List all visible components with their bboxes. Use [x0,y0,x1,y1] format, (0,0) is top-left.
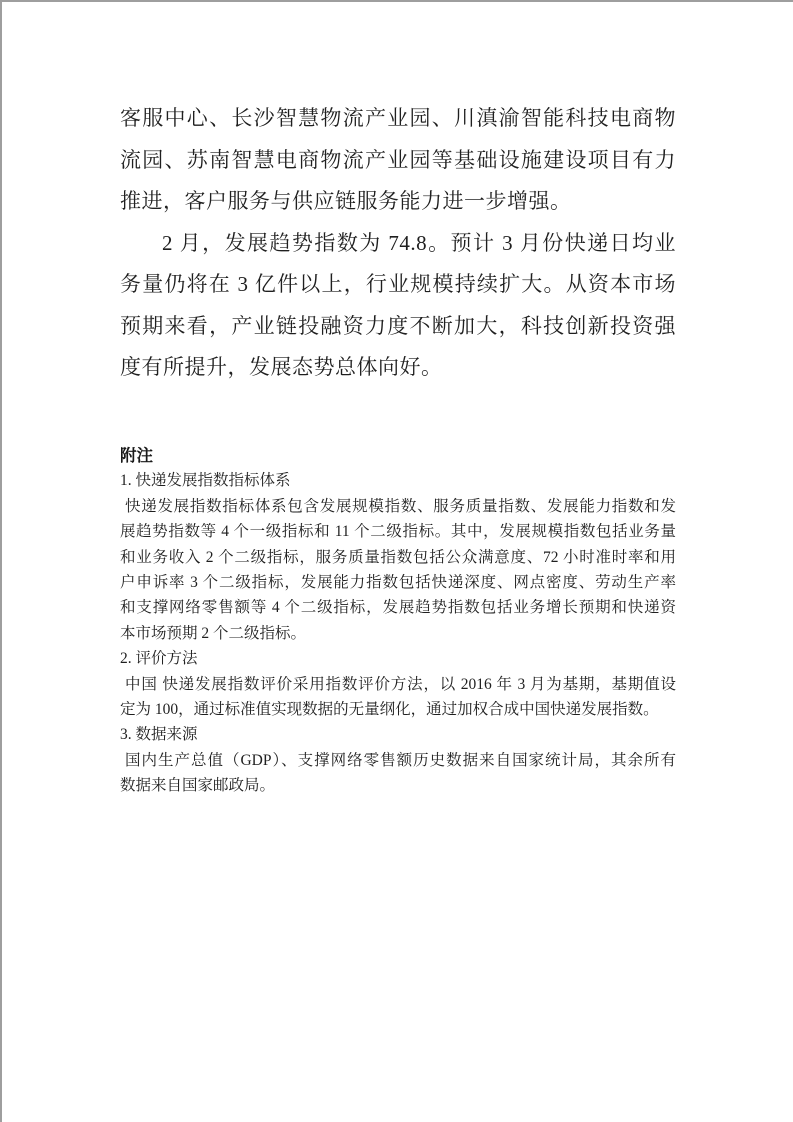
note-body-line: 和支撑网络零售额等 4 个二级指标，发展趋势指数包括业务增长预期和快递资 [120,599,676,617]
body-text-line: 客服中心、长沙智慧物流产业园、川滇渝智能科技电商物 [120,106,676,130]
body-text-line: 务量仍将在 3 亿件以上，行业规模持续扩大。从资本市场 [120,272,676,296]
note-item-heading: 1. 快递发展指数指标体系 [120,472,291,490]
note-body-line: 国内生产总值（GDP）、支撑网络零售额历史数据来自国家统计局，其余所有 [125,751,676,769]
notes-heading: 附注 [120,446,153,465]
note-body-line: 和业务收入 2 个二级指标，服务质量指数包括公众满意度、72 小时准时率和用 [120,548,676,566]
body-text-line: 推进，客户服务与供应链服务能力进一步增强。 [120,189,572,213]
body-text-line: 流园、苏南智慧电商物流产业园等基础设施建设项目有力 [120,147,676,172]
note-body-line: 数据来自国家邮政局。 [120,777,276,795]
note-body-line: 户申诉率 3 个二级指标，发展能力指数包括快递深度、网点密度、劳动生产率 [120,573,676,591]
body-text-line: 预期来看，产业链投融资力度不断加大，科技创新投资强 [120,313,676,338]
body-text-line: 度有所提升，发展态势总体向好。 [120,355,443,379]
note-item-heading: 3. 数据来源 [120,726,198,744]
note-item-heading: 2. 评价方法 [120,650,198,668]
report-body-text [120,98,676,389]
notes-blocks [120,468,676,798]
body-text-line: 2 月，发展趋势指数为 74.8。预计 3 月份快递日均业 [162,230,676,255]
notes-section [120,443,676,798]
note-body-line: 本市场预期 2 个二级指标。 [120,624,307,642]
note-body-line: 中国 快递发展指数评价采用指数评价方法，以 2016 年 3 月为基期，基期值设 [125,675,676,693]
note-body-line: 展趋势指数等 4 个一级指标和 11 个二级指标。其中，发展规模指数包括业务量 [120,523,676,541]
note-body-line: 快递发展指数指标体系包含发展规模指数、服务质量指数、发展能力指数和发 [125,497,676,515]
note-body-line: 定为 100，通过标准值实现数据的无量纲化，通过加权合成中国快递发展指数。 [120,700,659,718]
